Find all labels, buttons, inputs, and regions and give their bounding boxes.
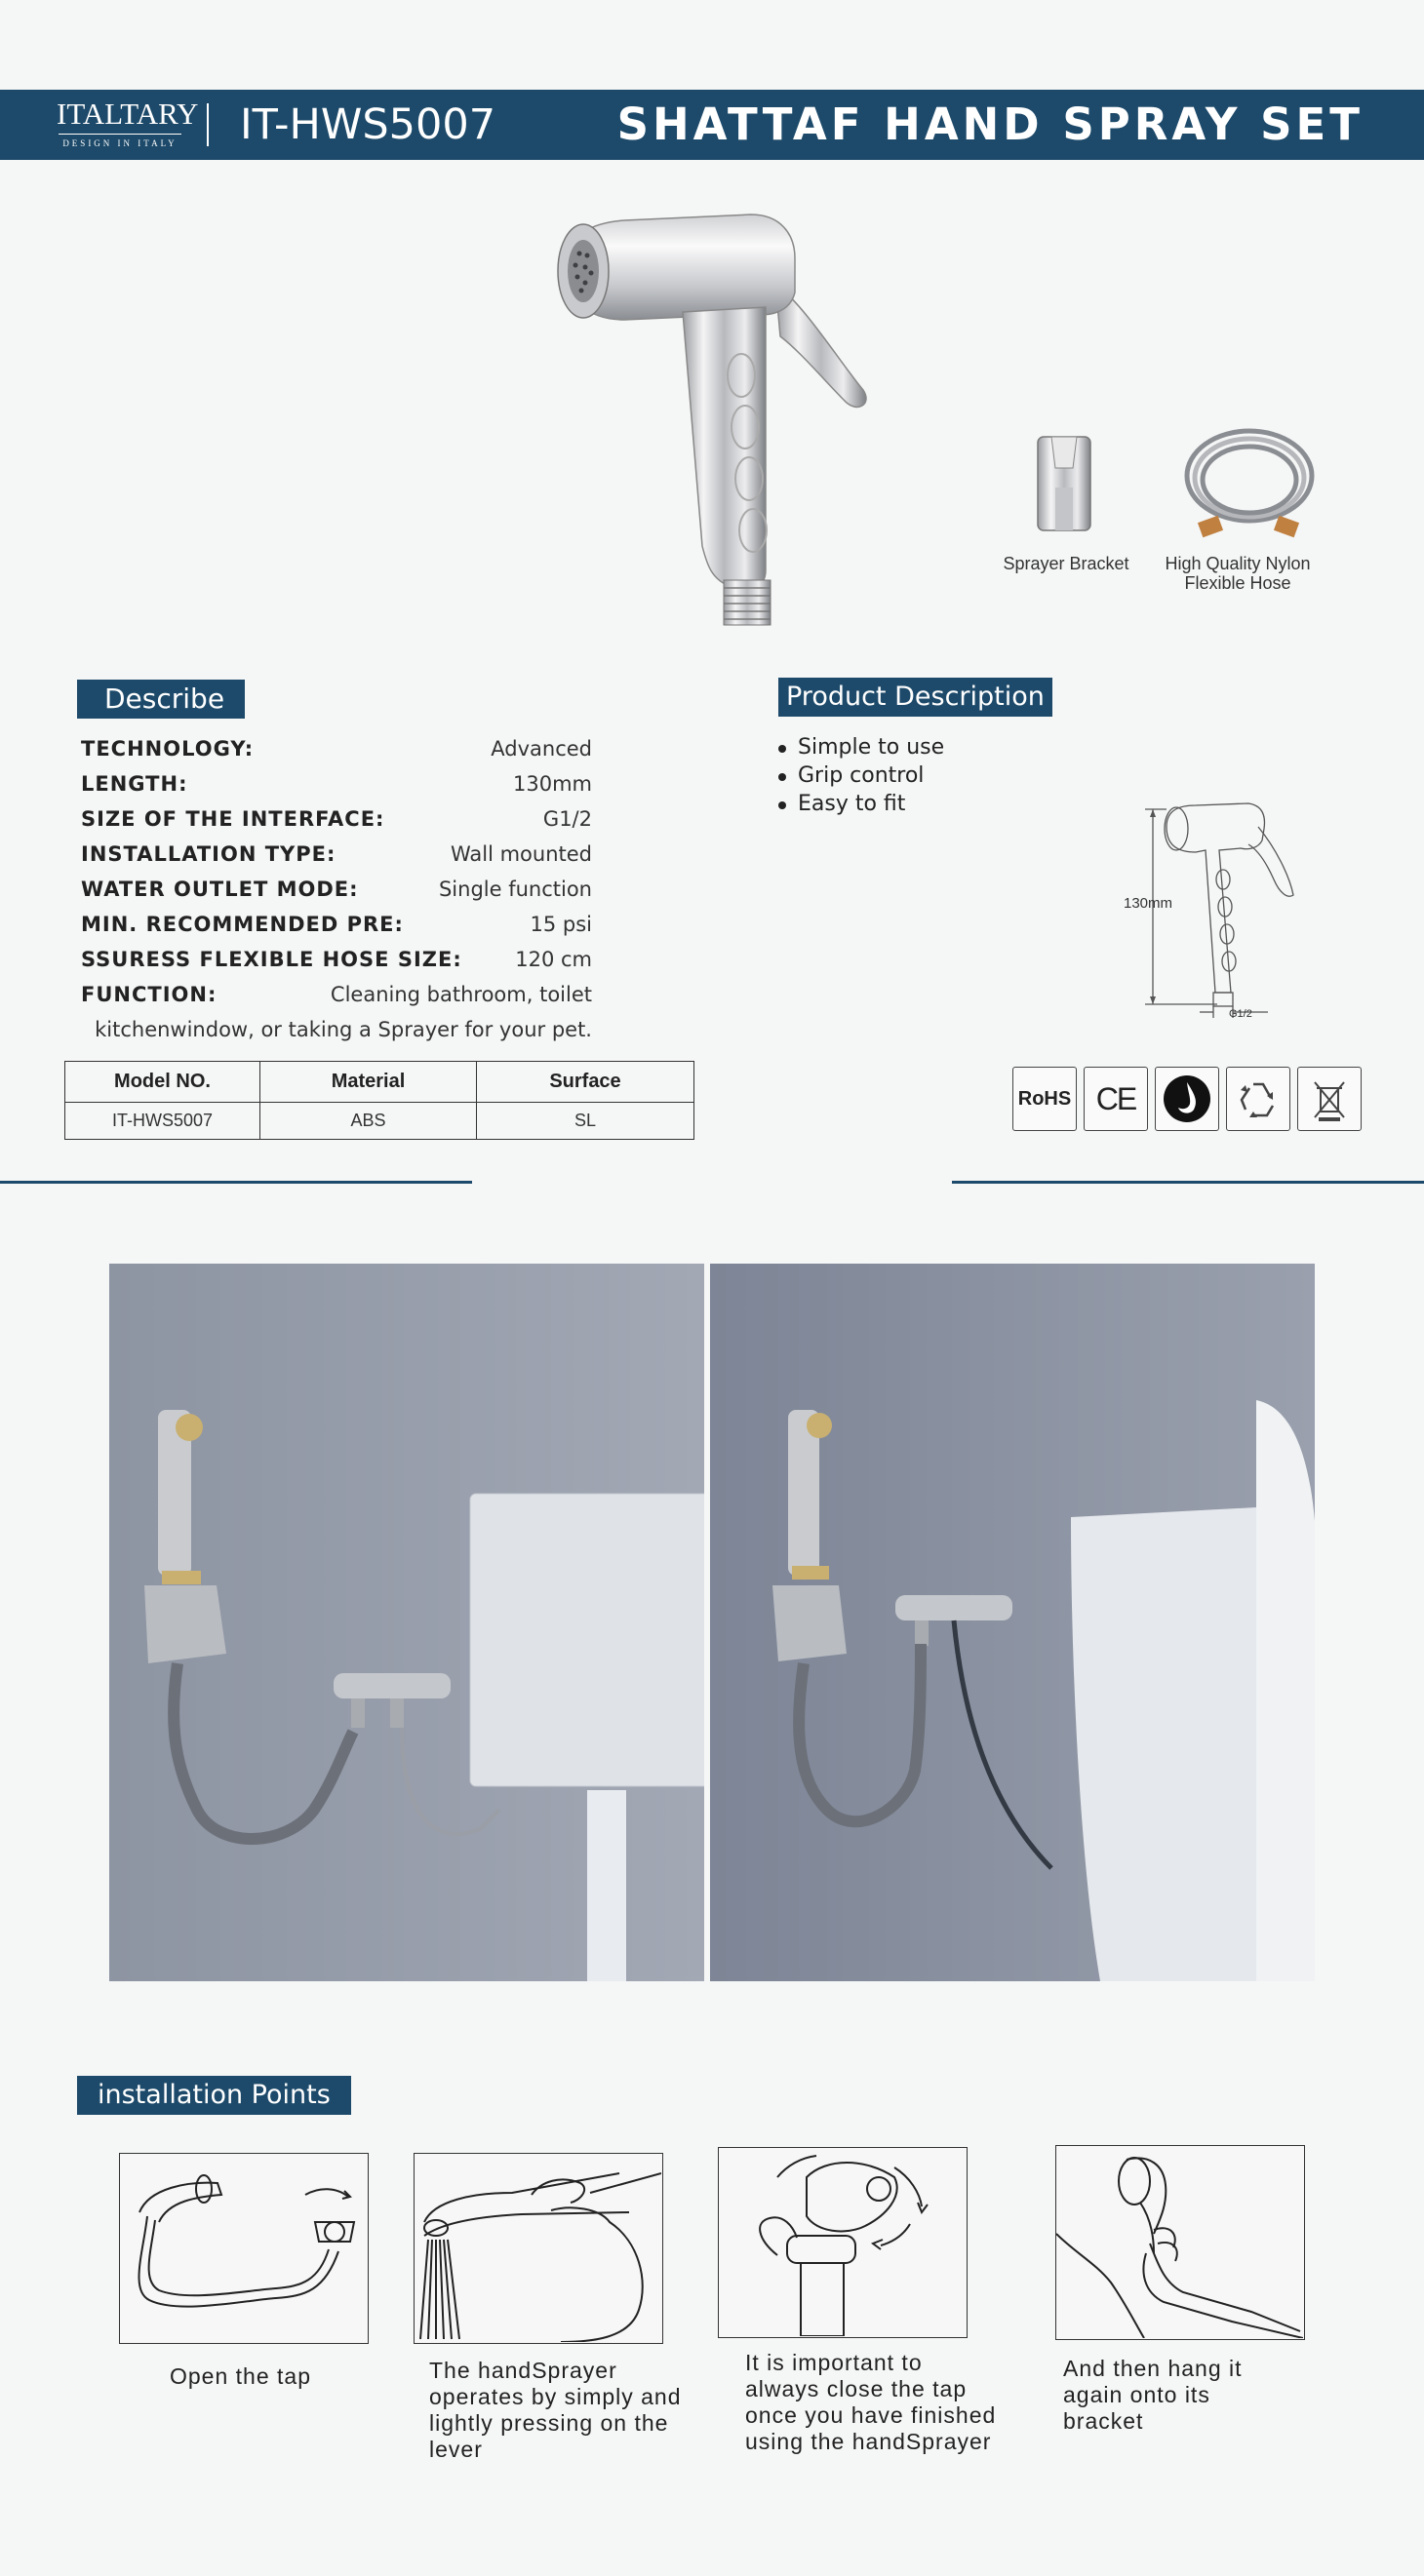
spec-value: Advanced xyxy=(491,737,592,761)
spec-row xyxy=(81,801,592,837)
spec-value: 120 cm xyxy=(515,948,592,971)
spec-list xyxy=(81,731,592,1047)
installation-heading: installation Points xyxy=(77,2076,351,2115)
header-banner xyxy=(0,90,1424,160)
spec-row xyxy=(81,942,592,977)
installation-photo-left xyxy=(109,1264,704,1981)
spec-row xyxy=(81,837,592,872)
table-cell: IT-HWS5007 xyxy=(65,1103,260,1140)
model-number: IT-HWS5007 xyxy=(240,100,496,149)
close-tap-icon xyxy=(719,2148,966,2336)
spec-row xyxy=(81,977,592,1012)
table-header-row xyxy=(65,1062,694,1103)
press-lever-icon xyxy=(415,2154,661,2342)
spec-value: 15 psi xyxy=(530,913,592,936)
banner-separator xyxy=(207,103,209,146)
spec-row xyxy=(81,766,592,801)
list-item: Easy to fit xyxy=(778,790,944,818)
spec-row xyxy=(81,872,592,907)
rohs-label: RoHS xyxy=(1017,1087,1072,1110)
spec-key: TECHNOLOGY: xyxy=(81,737,255,761)
step-2-illustration xyxy=(414,2153,663,2344)
accessory-label-bracket: Sprayer Bracket xyxy=(1003,554,1129,573)
water-saving-icon xyxy=(1155,1067,1219,1131)
table-header-cell: Surface xyxy=(477,1062,694,1103)
spec-key: SSURESS FLEXIBLE HOSE SIZE: xyxy=(81,948,462,971)
divider-left xyxy=(0,1181,472,1184)
brand-divider xyxy=(59,134,181,135)
spec-key: LENGTH: xyxy=(81,772,188,796)
list-item: Simple to use xyxy=(778,733,944,761)
product-description-heading: Product Description xyxy=(778,678,1052,717)
rohs-icon xyxy=(1012,1067,1077,1131)
page-title: SHATTAF HAND SPRAY SET xyxy=(616,98,1364,150)
step-4-text: And then hang it again onto its bracket xyxy=(1063,2356,1243,2434)
list-item: Grip control xyxy=(778,761,944,790)
divider-right xyxy=(952,1181,1424,1184)
open-tap-icon xyxy=(120,2154,367,2342)
weee-bin-icon xyxy=(1297,1067,1362,1131)
installation-photo-right xyxy=(710,1264,1315,1981)
feature-bullets xyxy=(778,733,944,818)
spec-value: Single function xyxy=(438,878,592,901)
table-header-cell: Model NO. xyxy=(65,1062,260,1103)
spec-key: INSTALLATION TYPE: xyxy=(81,842,336,866)
step-2-text: The handSprayer operates by simply and lightly pressing on the lever xyxy=(429,2358,682,2462)
step-3-illustration xyxy=(718,2147,968,2338)
spec-key: FUNCTION: xyxy=(81,983,218,1006)
describe-heading: Describe xyxy=(77,680,245,719)
brand-name: ITALTARY xyxy=(57,97,199,131)
ce-icon xyxy=(1084,1067,1148,1131)
recycle-icon xyxy=(1226,1067,1290,1131)
brand-logo xyxy=(57,97,199,149)
dimension-thread-label: G1/2 xyxy=(1229,1008,1252,1020)
spec-value: G1/2 xyxy=(542,807,592,831)
spec-row xyxy=(81,907,592,942)
table-cell: ABS xyxy=(260,1103,477,1140)
step-1-text: Open the tap xyxy=(170,2363,311,2389)
spec-value: Cleaning bathroom, toilet xyxy=(330,983,592,1006)
table-header-cell: Material xyxy=(260,1062,477,1103)
ce-label: CE xyxy=(1095,1080,1136,1116)
hand-spray-product-image xyxy=(546,205,878,634)
accessory-label-hose: High Quality Nylon Flexible Hose xyxy=(1165,554,1311,593)
step-3-text: It is important to always close the tap once you have finished using the handSprayer xyxy=(745,2350,997,2454)
spec-key: MIN. RECOMMENDED PRE: xyxy=(81,913,404,936)
hose-icon xyxy=(1178,425,1321,544)
step-4-illustration xyxy=(1055,2145,1305,2340)
brand-tagline: DESIGN IN ITALY xyxy=(62,138,178,148)
dimension-height-label: 130mm xyxy=(1124,895,1173,912)
spec-key: WATER OUTLET MODE: xyxy=(81,878,359,901)
table-row xyxy=(65,1103,694,1140)
hang-bracket-icon xyxy=(1056,2146,1303,2338)
spec-value: 130mm xyxy=(513,772,592,796)
bracket-icon xyxy=(1026,429,1100,538)
spec-row xyxy=(81,731,592,766)
step-1-illustration xyxy=(119,2153,369,2344)
model-table xyxy=(64,1061,694,1140)
table-cell: SL xyxy=(477,1103,694,1140)
spec-key: SIZE OF THE INTERFACE: xyxy=(81,807,385,831)
spec-function-continued: kitchenwindow, or taking a Sprayer for your pet. xyxy=(95,1018,592,1041)
spec-value: Wall mounted xyxy=(450,842,592,866)
